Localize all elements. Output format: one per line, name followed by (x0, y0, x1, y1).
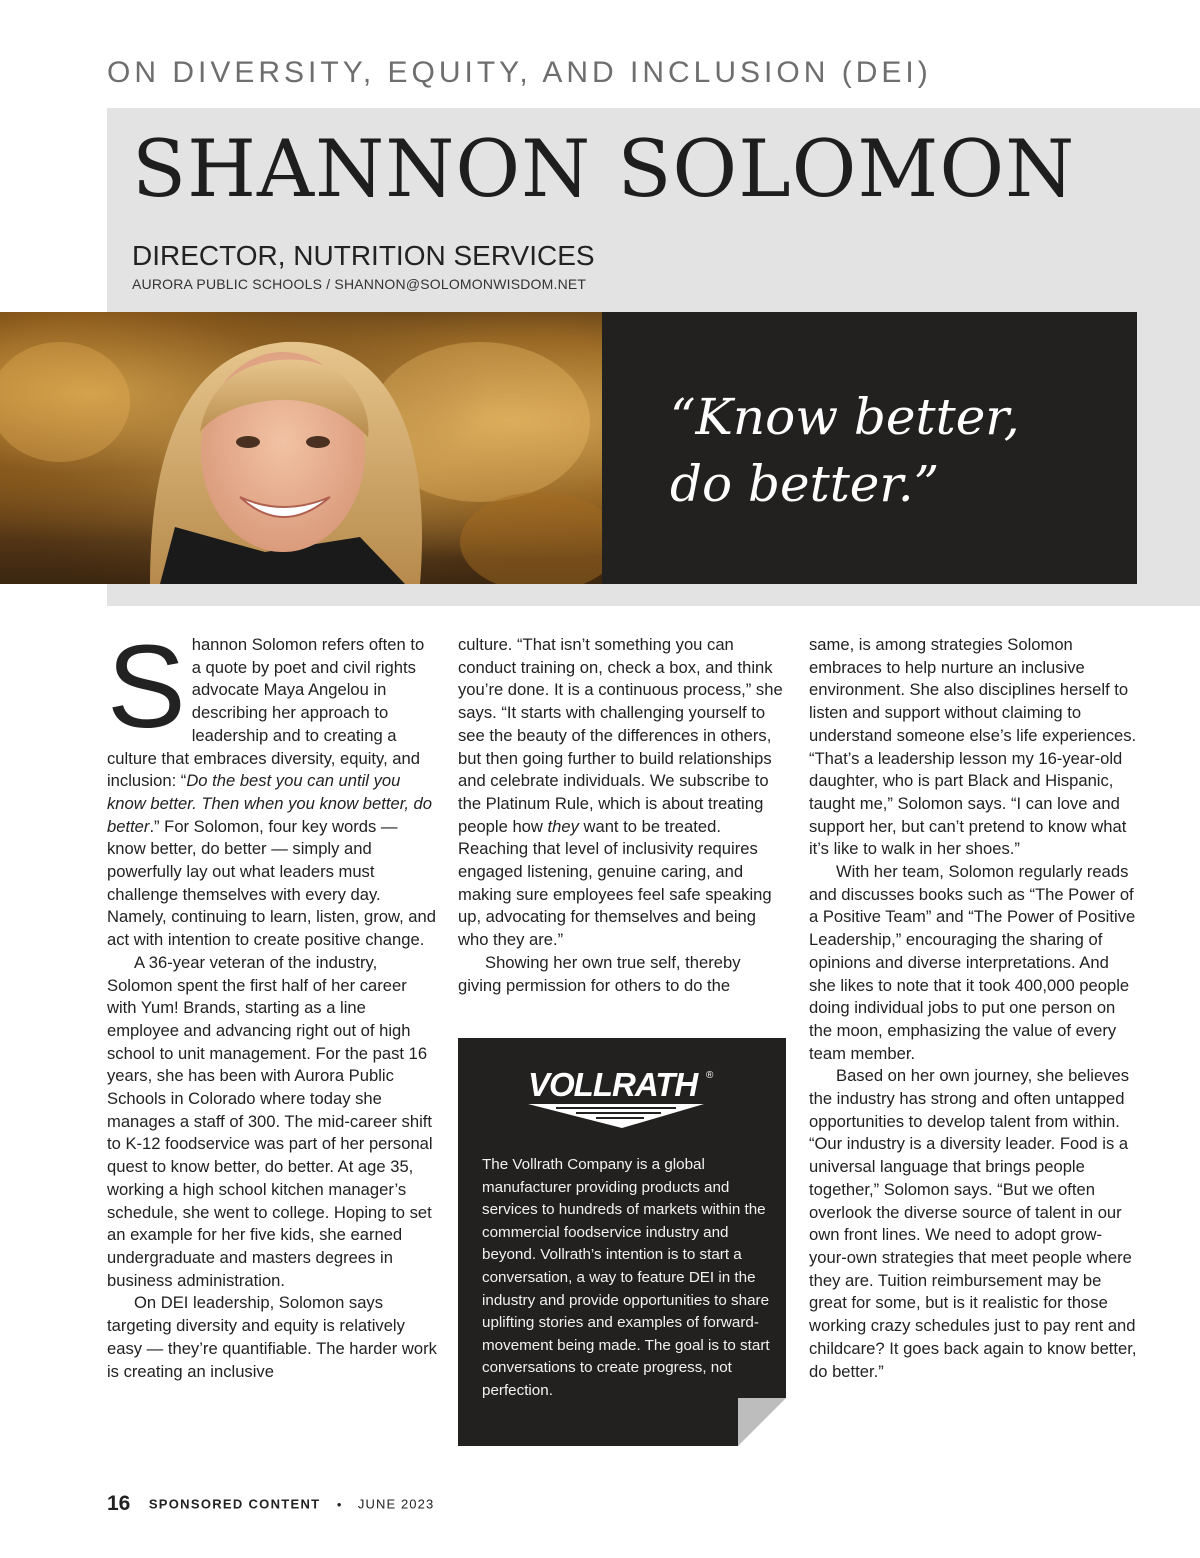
footer-separator: • (336, 1496, 342, 1512)
logo-wordmark: VOLLRATH (528, 1066, 698, 1103)
paragraph-1-text-b: .” For Solomon, four key words — know better, do better — simply and powerfully lay out what leaders must challenge themselves with every day. Namely, continuing to learn, listen, grow, and act with intention to create positive change. (107, 816, 436, 950)
paragraph-3-cont-a: culture. “That isn’t something you can conduct training on, check a box, and think you’re done. It is a continuous process,” she says. “It starts with challenging yourself to see the beauty of the differences in others, but then going further to build relationships and celebrate individuals. We subscribe to the Platinum Rule, which is about treating people how (458, 635, 783, 836)
article-paragraph-4: Showing her own true self, thereby giving permission for others to do the (458, 952, 741, 995)
angelou-quote: Do the best you can until you know better. Then when you know better, do better (107, 771, 433, 836)
article-paragraph-3-continued (458, 634, 786, 952)
paragraph-3-cont-b: want to be treated. Reaching that level of inclusivity requires engaged listening, genuine caring, and making sure employees feel safe speaking up, advocating for themselves and being who they are.” (458, 816, 772, 950)
paragraph-1-text-a: hannon Solomon refers often to a quote by poet and civil rights advocate Maya Angelou in describing her approach to leadership and to creating a culture that embraces diversity, equity, and inclusion: “ (107, 635, 425, 791)
pull-quote (670, 384, 1020, 518)
pull-quote-line-1: “Know better, (670, 388, 1020, 446)
article-paragraph-4-continued: same, is among strategies Solomon embraces to help nurture an inclusive environment. She also disciplines herself to listen and support without claiming to understand someone else’s life experiences. “That’s a leadership lesson my 16-year-old daughter, who is part Black and Hispanic, taught me,” Solomon says. “I can love and support her, but can’t pretend to know what it’s like to walk in her shoes.” (809, 635, 1137, 859)
emphasis-they: they (547, 816, 579, 836)
article-column-1 (107, 621, 437, 1383)
page-curl-corner (738, 1398, 786, 1446)
article-paragraph-3: On DEI leadership, Solomon says targeting diversity and equity is relatively easy — they’re quantifiable. The harder work is creating an inclusive (107, 1293, 437, 1381)
sponsor-description: The Vollrath Company is a global manufacturer providing products and services to hundreds of markets within the commercial foodservice industry and beyond. Vollrath’s intention is to start a conversation, a way to feature DEI in the industry and provide opportunities to share uplifting stories and examples of forward-movement being made. The goal is to start conversations to create progress, not perfection. (482, 1156, 770, 1399)
profile-name: SHANNON SOLOMON (132, 123, 1076, 215)
article-paragraph-6: Based on her own journey, she believes the industry has strong and often untapped opportunities to develop talent from within. “Our industry is a diversity leader. Food is a universal language that brings people together,” Solomon says. “But we often overlook the diverse source of talent in our own front lines. We need to adopt grow-your-own strategies that meet people where they are. Tuition reimbursement may be great for some, but is it realistic for those working crazy schedules just to pay rent and childcare? It goes back again to know better, do better.” (809, 1066, 1137, 1381)
vollrath-logo (526, 1062, 726, 1137)
portrait-photo (0, 312, 602, 584)
article-paragraph-5: With her team, Solomon regularly reads and discusses books such as “The Power of a Positive Team” and “The Power of Positive Leadership,” encouraging the sharing of opinions and diverse interpretations. And she likes to note that it took 400,000 people doing individual jobs to put one person on the moon, emphasizing the value of every team member. (809, 862, 1136, 1063)
page-number: 16 (107, 1492, 131, 1515)
footer-date: JUNE 2023 (357, 1496, 435, 1512)
footer-section: SPONSORED CONTENT (148, 1496, 321, 1512)
article-paragraph-1 (107, 621, 437, 952)
pull-quote-box (602, 312, 1137, 584)
profile-organization: AURORA PUBLIC SCHOOLS / SHANNON@SOLOMONWISDOM.NET (132, 276, 587, 292)
article-column-2 (458, 634, 786, 997)
registered-mark: ® (706, 1070, 714, 1081)
page-footer (107, 1492, 434, 1516)
article-column-3 (809, 634, 1139, 1383)
section-kicker: ON DIVERSITY, EQUITY, AND INCLUSION (DEI) (107, 56, 932, 89)
drop-cap: S (107, 621, 186, 753)
article-paragraph-2: A 36-year veteran of the industry, Solomon spent the first half of her career with Yum! Brands, starting as a line employee and advancing right out of high school to unit management. For the past 16 years, she has been with Aurora Public Schools in Colorado where today she manages a staff of 300. The mid-career shift to K-12 foodservice was part of her personal quest to know better, do better. At age 35, working a high school kitchen manager’s schedule, she went to college. Hoping to set an example for her five kids, she earned undergraduate and masters degrees in business administration. (107, 952, 433, 1290)
profile-role: DIRECTOR, NUTRITION SERVICES (132, 240, 595, 271)
portrait-illustration (0, 312, 602, 584)
pull-quote-line-2: do better.” (670, 455, 940, 513)
sponsor-box (458, 1038, 786, 1446)
